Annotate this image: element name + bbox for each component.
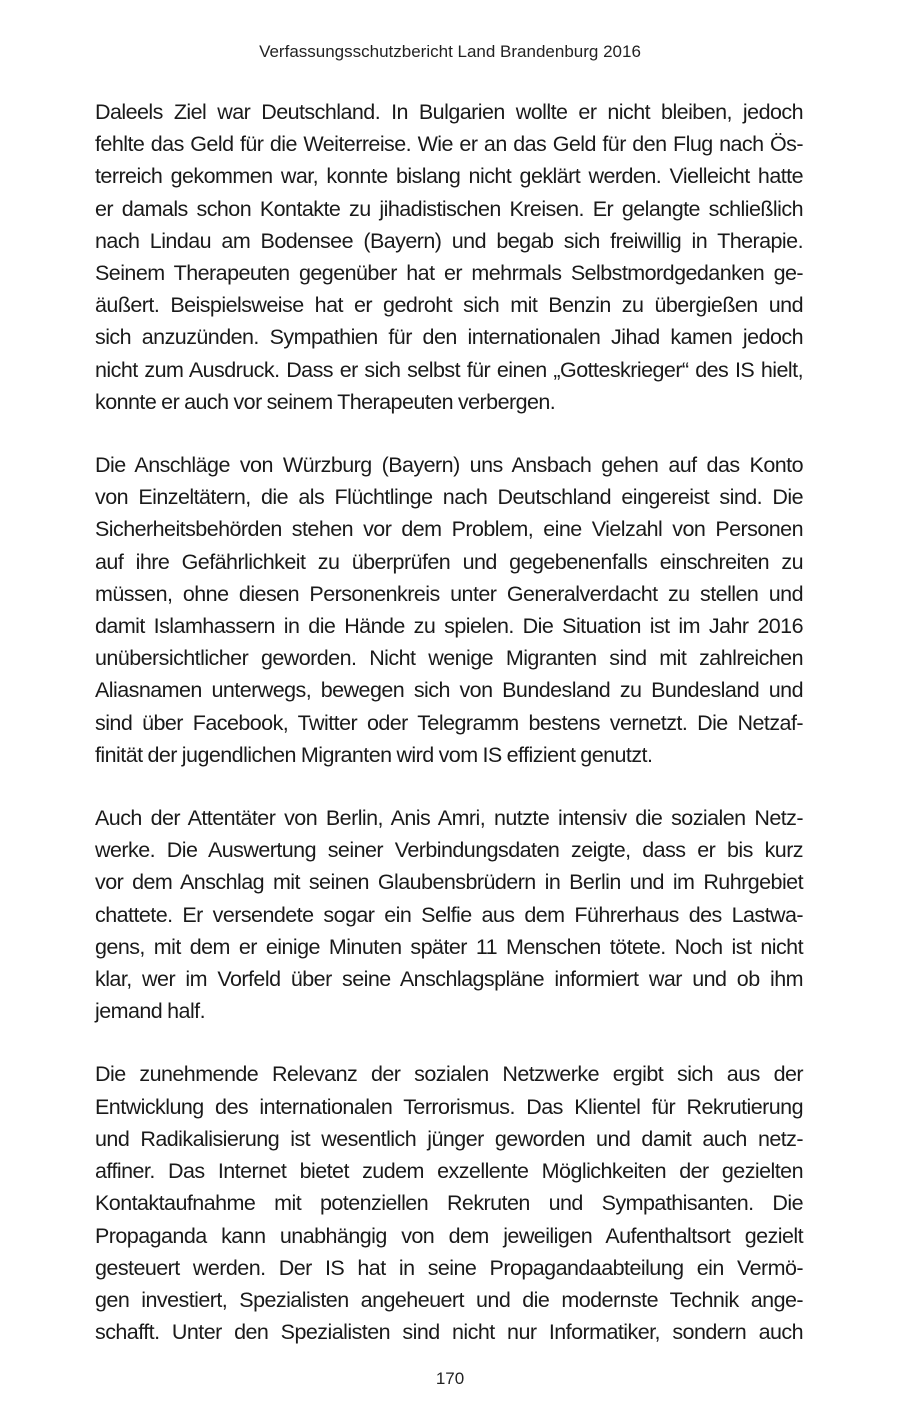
text-line: nach Lindau am Bodensee (Bayern) und begab sich freiwillig in Therapie. — [95, 228, 803, 253]
text-line: Kontaktaufnahme mit potenziellen Rekruten und Sympathisanten. Die — [95, 1191, 803, 1216]
text-line: sind über Facebook, Twitter oder Telegramm bestens vernetzt. Die Netzaf- — [95, 710, 803, 735]
text-line: er damals schon Kontakte zu jihadistischen Kreisen. Er gelangte schließlich — [95, 196, 803, 221]
text-line: Sicherheitsbehörden stehen vor dem Problem, eine Vielzahl von Personen — [95, 517, 803, 542]
text-line: gen investiert, Spezialisten angeheuert und die modernste Technik ange- — [95, 1287, 803, 1312]
text-line: sich anzuzünden. Sympathien für den internationalen Jihad kamen jedoch — [95, 325, 803, 350]
text-line: konnte er auch vor seinem Therapeuten verbergen. — [95, 389, 556, 414]
text-line: und Radikalisierung ist wesentlich jünger geworden und damit auch netz- — [95, 1126, 803, 1151]
text-line: gens, mit dem er einige Minuten später 11 Menschen tötete. Noch ist nicht — [95, 934, 803, 959]
text-line: Propaganda kann unabhängig von dem jeweiligen Aufenthaltsort gezielt — [95, 1223, 803, 1248]
text-line: äußert. Beispielsweise hat er gedroht sich mit Benzin zu übergießen und — [95, 293, 803, 318]
body-text — [95, 96, 803, 1379]
text-line: Die zunehmende Relevanz der sozialen Netzwerke ergibt sich aus der — [95, 1062, 803, 1087]
text-line: werke. Die Auswertung seiner Verbindungsdaten zeigte, dass er bis kurz — [95, 838, 803, 863]
paragraph-soziale-netzwerke — [95, 1058, 803, 1348]
text-line: Entwicklung des internationalen Terrorismus. Das Klientel für Rekrutierung — [95, 1094, 803, 1119]
text-line: nicht zum Ausdruck. Dass er sich selbst für einen „Gotteskrieger“ des IS hielt, — [95, 357, 803, 382]
text-line: chattete. Er versendete sogar ein Selfie aus dem Führerhaus des Lastwa- — [95, 902, 803, 927]
text-line: schafft. Unter den Spezialisten sind nicht nur Informatiker, sondern auch — [95, 1320, 803, 1345]
text-line: jemand half. — [95, 999, 206, 1024]
page-number: 170 — [435, 1369, 465, 1388]
text-line: Auch der Attentäter von Berlin, Anis Amri, nutzte intensiv die sozialen Netz- — [95, 806, 803, 831]
text-line: Daleels Ziel war Deutschland. In Bulgarien wollte er nicht bleiben, jedoch — [95, 100, 803, 124]
text-line: Aliasnamen unterwegs, bewegen sich von Bundesland zu Bundesland und — [95, 678, 803, 703]
text-line: auf ihre Gefährlichkeit zu überprüfen und gegebenenfalls einschreiten zu — [95, 549, 803, 574]
text-line: klar, wer im Vorfeld über seine Anschlagspläne informiert war und ob ihm — [95, 967, 803, 992]
text-line: Die Anschläge von Würzburg (Bayern) uns Ansbach gehen auf das Konto — [95, 453, 803, 478]
text-line: müssen, ohne diesen Personenkreis unter Generalverdacht zu stellen und — [95, 581, 803, 606]
text-line: terreich gekommen war, konnte bislang nicht geklärt werden. Vielleicht hatte — [95, 164, 803, 189]
text-line: Seinem Therapeuten gegenüber hat er mehrmals Selbstmordgedanken ge- — [95, 261, 803, 286]
text-line: fehlte das Geld für die Weiterreise. Wie er an das Geld für den Flug nach Ös- — [95, 132, 803, 157]
paragraph-anschlaege — [95, 449, 803, 771]
text-line: unübersichtlicher geworden. Nicht wenige Migranten sind mit zahlreichen — [95, 646, 803, 671]
text-line: gesteuert werden. Der IS hat in seine Propagandaabteilung ein Vermö- — [95, 1255, 803, 1280]
text-line: affiner. Das Internet bietet zudem exzellente Möglichkeiten der gezielten — [95, 1159, 803, 1184]
text-line: von Einzeltätern, die als Flüchtlinge nach Deutschland eingereist sind. Die — [95, 485, 803, 510]
paragraph-daleel — [95, 96, 803, 418]
text-line: finität der jugendlichen Migranten wird vom IS effizient genutzt. — [95, 742, 653, 767]
running-header: Verfassungsschutzbericht Land Brandenburg 2016 — [259, 42, 641, 61]
text-line: damit Islamhassern in die Hände zu spielen. Die Situation ist im Jahr 2016 — [95, 614, 803, 639]
paragraph-amri — [95, 802, 803, 1027]
text-line: vor dem Anschlag mit seinen Glaubensbrüdern in Berlin und im Ruhrgebiet — [95, 870, 803, 895]
